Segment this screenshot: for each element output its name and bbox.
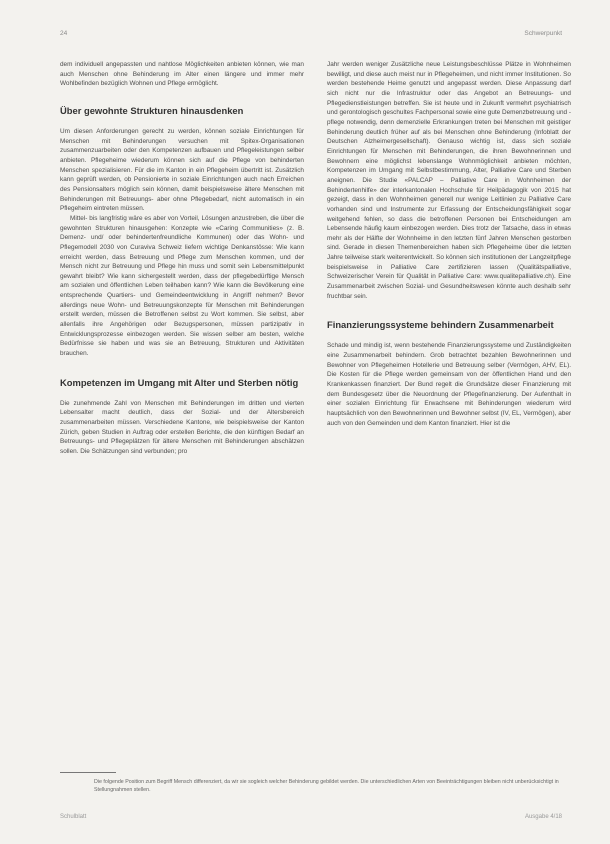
section-heading: Finanzierungssysteme behindern Zusammenarbeit xyxy=(327,319,554,331)
section-heading: Kompetenzen im Umgang mit Alter und Sterben nötig xyxy=(60,376,299,388)
footnote: Die folgende Position zum Begriff Mensch differenziert, da wir sie sogleich welcher Behinderung gebildet werden. Die unterschiedlichen Arten von Beeinträchtigungen bleiben nicht unberücksichtigt in Stellungnahmen stellen. xyxy=(94,779,559,793)
paragraph: dem individuell angepassten und nahtlose Möglichkeiten anbieten können, wie man auch Menschen ohne Behinderung im Alter einen längere und immer mehr Wohlbefinden bezüglich Wohnen und Pflege ermöglicht. xyxy=(60,61,304,88)
footnote-rule xyxy=(60,772,116,773)
paragraph: Jahr werden weniger Zusätzliche neue Leistungsbeschlüsse Plätze in Wohnheimen bewilligt, und diese auch meist nur in Pflegeheimen, und nicht immer Institutionen. So werden bestehende Heime genutzt und angepasst werden. Diese Anpassung darf sich nicht nur die Infrastruktur oder das Angebot an Betreuungs- und Pflegedienstleistungen betreffen. Sie ist heute und in Zukunft vermehrt psychiatrisch und gerontologisch geschultes Fachpersonal sowie eine gute Demenzbetreuung und -pflege notwendig, denn demenzielle Erkrankungen treten bei Menschen mit geistiger Behinderung deutlich früher auf als bei Menschen ohne Behinderung (Infoblatt der Deutschen Alzheimergesellschaft). Genauso wichtig ist, dass sich soziale Einrichtungen für Menschen mit Behinderungen, die ihren Bewohnerinnen und Bewohnern eine möglichst lebenslange Wohnmöglichkeit anbieten möchten, Kompetenzen im Umgang mit Selbstbestimmung, Alter, Palliative Care und Sterben aneignen. Die Studie «PALCAP – Palliative Care in Wohnheimen der Behindertenhilfe» der interkantonalen Hochschule für Heilpädagogik von 2015 hat gezeigt, dass in den Wohnheimen generell nur wenige Leitlinien zu Palliative Care vorhanden sind und Instrumente zur Erfassung der Entscheidungsfähigkeit sogar weitgehend fehlen, so dass die betroffenen Personen bei Entscheidungen am Lebensende häufig kaum einbezogen werden. Dies trotz der Tatsache, dass in etwas mehr als der Hälfte der Wohnheime in den letzten fünf Jahren Menschen gestorben sind. Gerade in diesen Themenbereichen haben sich Pflegeheime über die letzten Jahre teilweise stark weiterentwickelt. So können sich institutionen der Langzeitpflege beispielsweise in Palliative Care zertifizieren lassen (Qualitätspalliative, Schweizerischer Verein für Qualität in Palliative Care: www.qualitepalliative.ch). Eine Zusammenarbeit zwischen Sozial- und Gesundheitswesen könnte auch deshalb sehr fruchtbar sein. xyxy=(327,61,571,300)
right-column xyxy=(327,60,571,428)
section-heading: Über gewohnte Strukturen hinausdenken xyxy=(60,104,244,116)
footer-issue: Ausgabe 4/18 xyxy=(524,814,562,820)
page-number: 24 xyxy=(60,30,68,37)
paragraph: Die zunehmende Zahl von Menschen mit Behinderungen im dritten und vierten Lebensalter macht deutlich, dass der Sozial- und der Altersbereich zusammenarbeiten müssen. Verschiedene Kantone, wie beispielsweise der Kanton Zürich, geben Studien in Auftrag oder erstellen Berichte, die den künftigen Bedarf an Betreuungs- und Pflegeplätzen für ältere Menschen mit Behinderungen abschätzen sollen. Die Schätzungen sind verbunden; pro xyxy=(60,399,304,455)
running-header-section: Schwerpunkt xyxy=(524,30,562,37)
paragraph: Mittel- bis langfristig wäre es aber von Vorteil, Lösungen anzustreben, die über die gewohnten Strukturen hinausgehen: Konzepte wie «Caring Communities» (z. B. Demenz- und/ oder behindertenfreundliche Kommunen) oder das Wohn- und Pflegemodell 2030 von Curaviva Schweiz liefern wichtige Denkanstösse: Wie kann erreicht werden, dass Betreuung und Pflege zum Menschen kommen, und der Mensch nicht zur Betreuung und Pflege hin muss und somit sein Lebensmittelpunkt gewahrt bleibt? Wie kann sichergestellt werden, dass der pflegebedürftige Mensch am sozialen und öffentlichen Leben teilhaben kann? Wie kann die Bevölkerung eine entsprechende Quartiers- und Gemeindeentwicklung in Angriff nehmen? Bevor allerdings neue Wohn- und Betreuungskonzepte für Menschen mit Behinderungen erstellt werden, müssen die Betroffenen selbst zu Wort kommen. Sie selbst, aber allenfalls ihre Angehörigen oder Bezugspersonen, müssen partizipativ in Entwicklungsprozesse einbezogen werden. Sie wissen selber am besten, welche Bedürfnisse sie haben und was sie an Betreuung, Strukturen und Aktivitäten brauchen. xyxy=(60,214,304,358)
footer-publication: Schulblatt xyxy=(60,814,87,820)
left-column xyxy=(60,60,304,457)
paragraph: Um diesen Anforderungen gerecht zu werden, können soziale Einrichtungen für Menschen mit Behinderungen versuchen mit Spitex-Organisationen zusammenzuarbeiten oder den Kompetenzen aufbauen und Pflegeleistungen selber anbieten. Pflegeheime wiederum können sich auf die Pflege von behinderten Menschen spezialisieren. Für die im Kanton in ein Pflegeheim übertritt ist. Zusätzlich kann geprüft werden, ob Pensionierte in soziale Einrichtungen auch nach Erreichen des Pensionsalters möglich sein können, damit beispielsweise ältere Menschen mit Behinderungen mit Betreuungs- aber ohne Pflegebedarf, nicht automatisch in ein Pflegeheim eintreten müssen. xyxy=(60,127,304,213)
paragraph: Schade und mindig ist, wenn bestehende Finanzierungssysteme und Zuständigkeiten eine Zusammenarbeit behindern. Grob betrachtet bezahlen Bewohnerinnen und Bewohner von Pflegeheimen Hotellerie und Betreuung selber (Vermögen, AHV, EL). Die Kosten für die Pflege werden gemeinsam von der öffentlichen Hand und den Krankenkassen finanziert. Der Bund regelt die Grundsätze dieser Finanzierung mit dem Bundesgesetz über die Neuordnung der Pflegefinanzierung. Der Aufenthalt in einer sozialen Einrichtung für Erwachsene mit Behinderungen wiederum wird hauptsächlich von den Bewohnerinnen und Bewohner selbst (IV, EL, Vermögen), aber auch von den Gemeinden und dem Kanton finanziert. Hier ist die xyxy=(327,342,571,427)
